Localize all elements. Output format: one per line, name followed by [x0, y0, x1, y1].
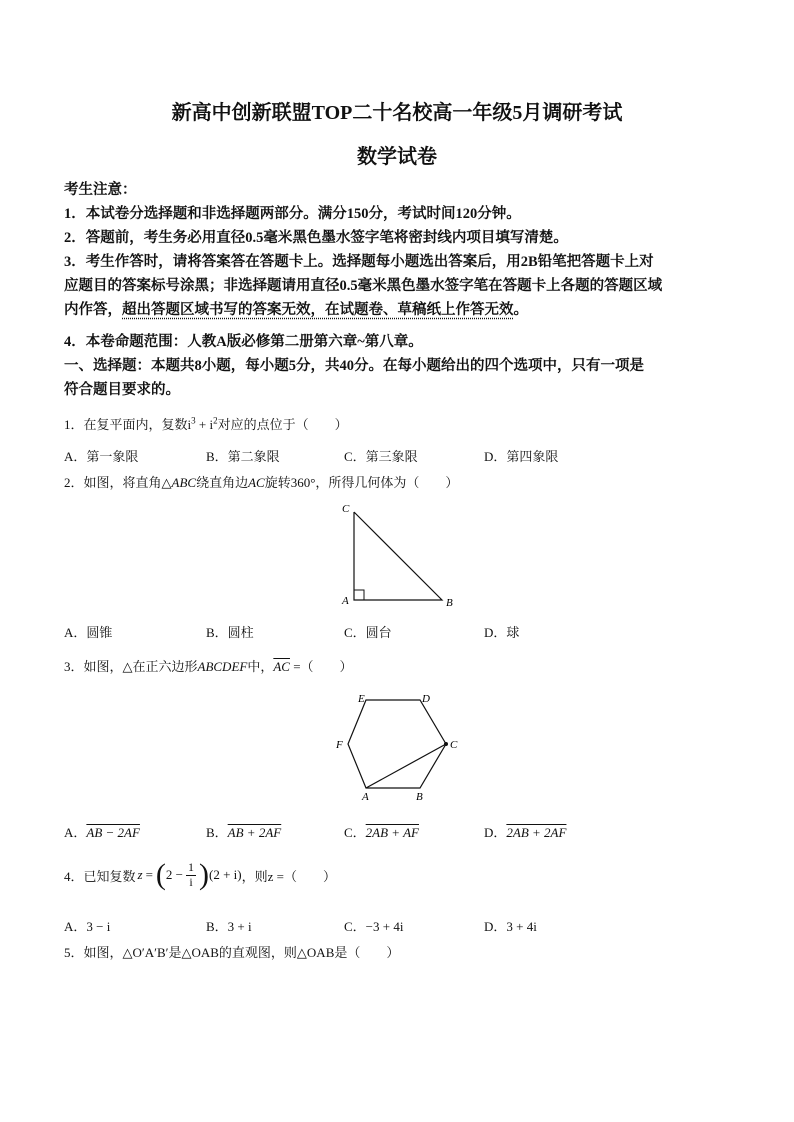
q3-point-c — [444, 742, 448, 746]
q4-second-factor: (2 + i) — [209, 867, 242, 882]
q2-stem-pre: 2．如图，将直角△ — [64, 475, 172, 490]
q3-diagonal-ac — [366, 744, 446, 788]
q3-hexagon — [348, 700, 446, 788]
q2-label-a: A — [342, 595, 349, 607]
q2-triangle-name: ABC — [171, 475, 197, 490]
q3-hexagon-figure — [330, 690, 460, 802]
q4-fraction — [186, 861, 196, 888]
q4-stem-post: ，则z =（ ） — [241, 868, 336, 884]
q3-option-b-letter: B． — [206, 825, 228, 840]
q3-option-b-expr: AB + 2AF — [227, 825, 282, 840]
q3-option-c-expr: 2AB + AF — [365, 825, 419, 840]
q3-label-f: F — [336, 739, 343, 751]
question-1-stem — [64, 414, 348, 433]
exam-subtitle: 数学试卷 — [357, 146, 437, 168]
q3-option-b — [206, 822, 281, 841]
q4-option-a: A．3 − i — [64, 919, 111, 934]
q2-label-c: C — [342, 503, 350, 515]
notes-heading: 考生注意： — [64, 182, 137, 198]
q4-paren-close: ) — [199, 858, 210, 891]
section-1-heading: 一、选择题：本题共8小题，每小题5分，共40分。在每小题给出的四个选项中，只有一项是 — [64, 358, 644, 374]
q3-label-c: C — [450, 739, 458, 751]
q1-option-a: A．第一象限 — [64, 449, 139, 464]
q4-paren-open: ( — [155, 858, 166, 891]
q3-label-b: B — [416, 791, 423, 802]
q2-option-a: A．圆锥 — [64, 625, 113, 640]
question-2-stem — [64, 472, 458, 491]
q4-two: 2 − — [165, 867, 184, 882]
q4-option-b: B．3 + i — [206, 919, 252, 934]
question-5-stem: 5．如图，△O′A′B′是△OAB的直观图，则△OAB是（ ） — [64, 945, 400, 960]
q2-triangle — [354, 512, 442, 600]
question-3-stem — [64, 656, 353, 675]
note-3-line-3 — [64, 298, 528, 319]
q2-option-b: B．圆柱 — [206, 625, 254, 640]
exam-title: 新高中创新联盟TOP二十名校高一年级5月调研考试 — [171, 102, 623, 124]
q3-option-d-letter: D． — [484, 825, 507, 840]
q2-right-triangle-figure — [330, 498, 470, 610]
note-4: 4．本卷命题范围：人教A版必修第二册第六章~第八章。 — [64, 334, 423, 350]
q4-equals: = — [145, 867, 153, 882]
q4-option-d: D．3 + 4i — [484, 919, 537, 934]
q1-stem-pre: 1．在复平面内，复数 — [64, 417, 188, 432]
note-3-line-3-pre: 内作答， — [64, 302, 122, 318]
q2-stem-mid: 绕直角边 — [196, 475, 249, 490]
question-4-stem — [64, 860, 336, 890]
q2-label-b: B — [446, 597, 453, 609]
section-1-heading-cont: 符合题目要求的。 — [64, 382, 180, 398]
q3-option-a-expr: AB − 2AF — [86, 825, 140, 840]
q2-option-c: C．圆台 — [344, 625, 392, 640]
q2-edge-name: AC — [248, 475, 265, 490]
q3-hexagon-name: ABCDEF — [197, 659, 248, 674]
q1-stem-post: 对应的点位于（ ） — [217, 417, 348, 432]
q3-label-e: E — [358, 693, 365, 705]
q3-stem-mid: 中， — [247, 659, 274, 674]
q4-stem-pre: 4．已知复数 — [64, 868, 136, 884]
q4-fraction-den: i — [189, 874, 193, 889]
q1-option-c: C．第三象限 — [344, 449, 418, 464]
q4-z: z — [137, 867, 143, 882]
note-3-emphasis: 超出答题区域书写的答案无效，在试题卷、草稿纸上作答无效 — [122, 302, 514, 318]
q3-option-a — [64, 822, 140, 841]
note-1: 1．本试卷分选择题和非选择题两部分。满分150分，考试时间120分钟。 — [64, 206, 521, 222]
q4-option-c: C．−3 + 4i — [344, 919, 404, 934]
q3-option-c — [344, 822, 419, 841]
q1-formula: $i^3 + i^2$ — [187, 415, 218, 432]
q3-stem-pre: 3．如图，△在正六边形 — [64, 659, 198, 674]
q1-option-b: B．第二象限 — [206, 449, 280, 464]
q2-right-angle-mark — [354, 590, 364, 600]
q3-option-d-expr: 2AB + 2AF — [506, 825, 567, 840]
q3-option-c-letter: C． — [344, 825, 366, 840]
note-3-line-2: 应题目的答案标号涂黑；非选择题请用直径0.5毫米黑色墨水签字笔在答题卡上各题的答题区域 — [64, 278, 663, 294]
note-3-line-3-post: 。 — [513, 302, 528, 318]
q3-label-d: D — [422, 693, 430, 705]
q2-stem-post: 旋转360°，所得几何体为（ ） — [264, 475, 459, 490]
q1-option-d: D．第四象限 — [484, 449, 559, 464]
q3-option-d — [484, 822, 566, 841]
note-3-line-1: 3．考生作答时，请将答案答在答题卡上。选择题每小题选出答案后，用2B铅笔把答题卡上对 — [64, 254, 654, 270]
q2-option-d: D．球 — [484, 625, 520, 640]
q3-label-a: A — [362, 791, 369, 802]
q3-stem-post: =（ ） — [289, 659, 353, 674]
q3-vector-ac: $\overline{AC}$ — [273, 659, 290, 674]
q4-fraction-num: 1 — [188, 860, 195, 875]
q3-option-a-letter: A． — [64, 825, 87, 840]
note-2: 2．答题前，考生务必用直径0.5毫米黑色墨水签字笔将密封线内项目填写清楚。 — [64, 230, 568, 246]
